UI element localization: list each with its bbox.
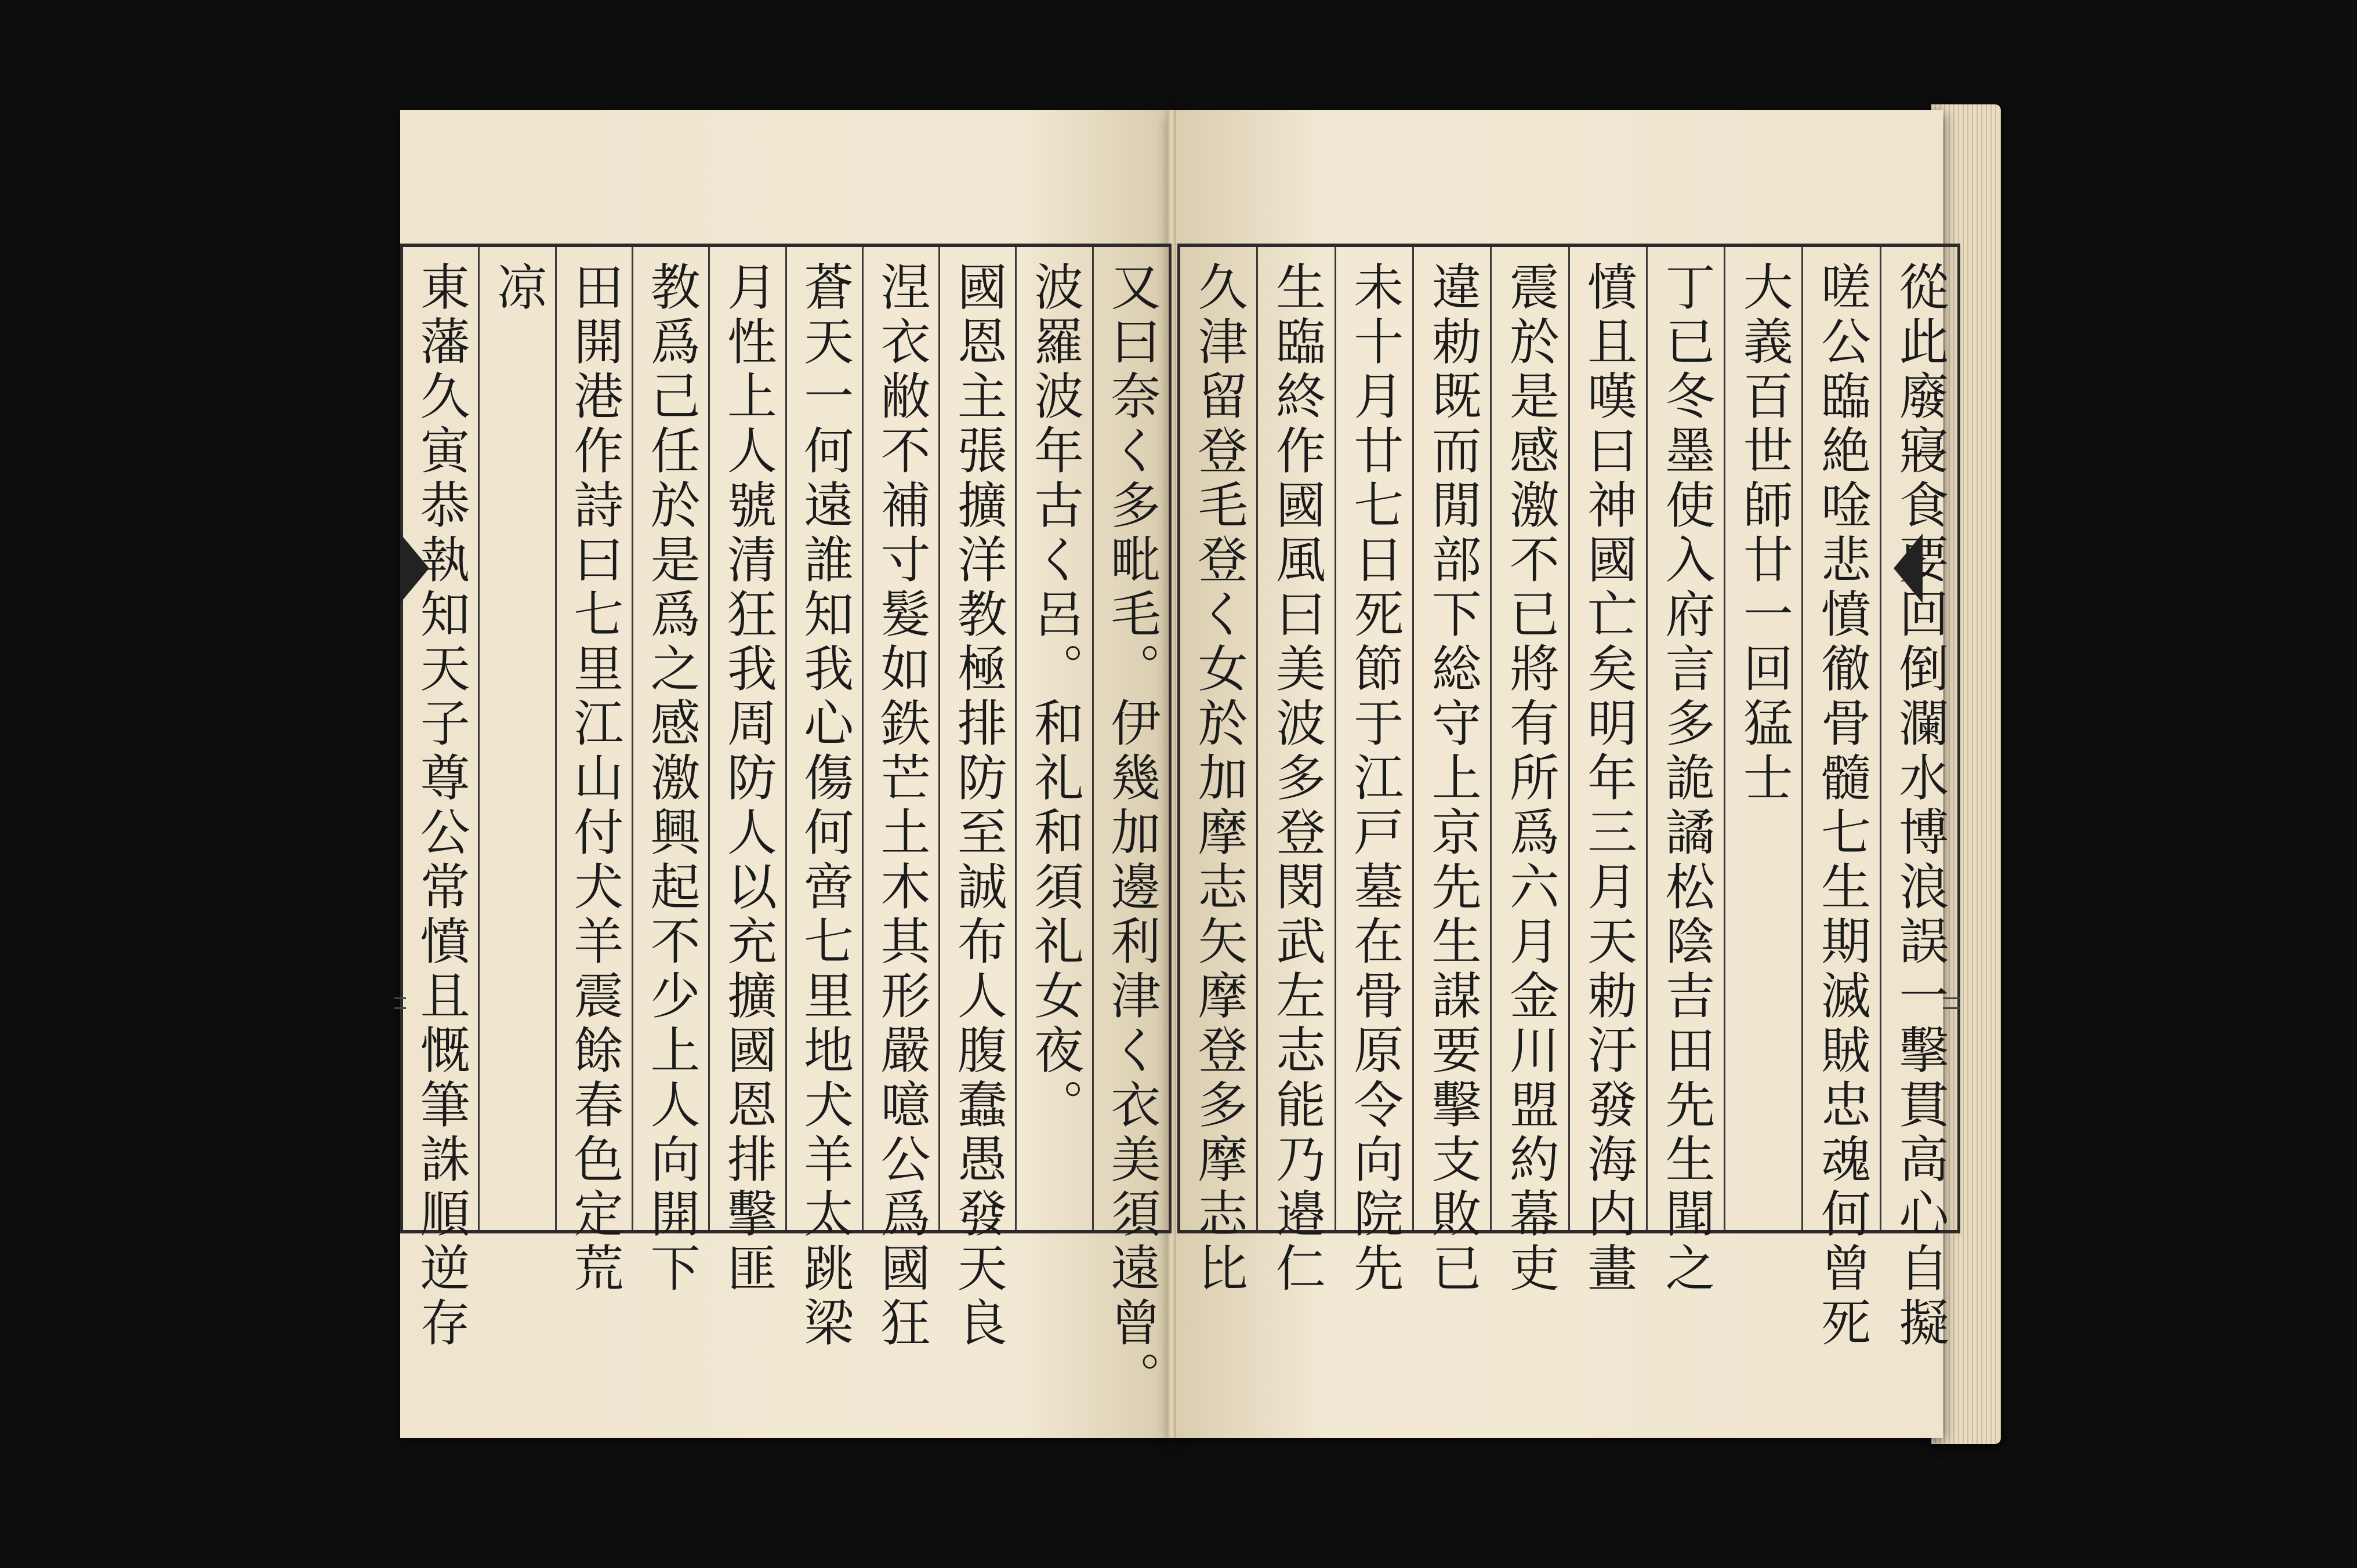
column-text: 生臨終作國風曰美波多登閔武左志能乃邉仁 <box>1267 261 1325 1297</box>
column-text: 丁已冬墨使入府言多詭譎松陰吉田先生聞之 <box>1656 261 1715 1297</box>
text-column <box>1724 247 1801 1230</box>
column-text: 田開港作詩曰七里江山付犬羊震餘春色定荒 <box>565 261 623 1297</box>
column-text: 未十月廿七日死節于江戸墓在骨原令向院先 <box>1345 261 1404 1297</box>
text-column <box>1801 247 1879 1351</box>
left-columns <box>403 247 1169 1406</box>
right-text-frame <box>1177 244 1960 1351</box>
column-text: 久津留登毛登く女於加摩志矢摩登多摩志比 <box>1189 261 1248 1297</box>
fishtail-mark-right <box>1894 533 1923 603</box>
right-columns <box>1180 247 1957 1351</box>
column-text: 國恩主張擴洋教極排防至誠布人腹蠢愚發天良 <box>948 261 1007 1351</box>
text-column <box>403 247 478 1351</box>
column-text: 東藩久寅恭執知天子尊公常憤且慨筆誅順逆存 <box>411 261 470 1351</box>
text-column <box>555 247 632 1297</box>
text-column <box>478 247 554 1230</box>
column-text: 凉 <box>488 261 546 315</box>
fishtail-mark-left <box>400 533 429 603</box>
text-column <box>862 247 938 1351</box>
text-column <box>1335 247 1412 1297</box>
text-column <box>1092 247 1169 1406</box>
text-column <box>938 247 1015 1351</box>
column-text: 震於是感激不已將有所爲六月金川盟約幕吏 <box>1500 261 1559 1297</box>
column-text: 涅衣敝不補寸髮如鉄芒土木其形嚴噫公爲國狂 <box>872 261 930 1351</box>
column-text: 又曰奈く多毗毛。伊幾加邊利津く衣美須遠曾。 <box>1102 261 1161 1406</box>
text-column <box>1880 247 1957 1351</box>
column-text: 大義百世師廿一回猛士 <box>1734 261 1793 806</box>
text-column <box>708 247 785 1297</box>
column-text: 從此廢寢食要回倒瀾水博浪誤一擊貫高心自擬 <box>1890 261 1949 1351</box>
column-text: 嗟公臨絶唫悲憤徹骨髓七生期滅賊忠魂何曾死 <box>1812 261 1871 1351</box>
text-column <box>1490 247 1568 1297</box>
text-column <box>632 247 708 1297</box>
left-text-frame <box>400 244 1172 1406</box>
text-column <box>1256 247 1334 1297</box>
text-column <box>1180 247 1256 1297</box>
margin-double-line-left <box>394 997 406 1009</box>
column-text: 蒼天一何遠誰知我心傷何啻七里地犬羊太跳梁 <box>795 261 854 1351</box>
margin-double-line-right <box>1943 997 1960 1009</box>
column-text: 違勅既而閒部下総守上京先生謀要擊支敗已 <box>1423 261 1481 1297</box>
column-text: 月性上人號清狂我周防人以充擴國恩排擊匪 <box>718 261 777 1297</box>
column-text: 教爲己任於是爲之感激興起不少上人向開下 <box>641 261 700 1297</box>
text-column <box>1412 247 1490 1297</box>
text-column <box>785 247 862 1351</box>
column-text: 憤且嘆曰神國亡矣明年三月天勅汙發海内畫 <box>1579 261 1637 1297</box>
text-column <box>1646 247 1724 1297</box>
text-column <box>1015 247 1092 1230</box>
text-column <box>1568 247 1646 1297</box>
column-text: 波羅波年古く呂。和礼和須礼女夜。 <box>1025 261 1084 1133</box>
